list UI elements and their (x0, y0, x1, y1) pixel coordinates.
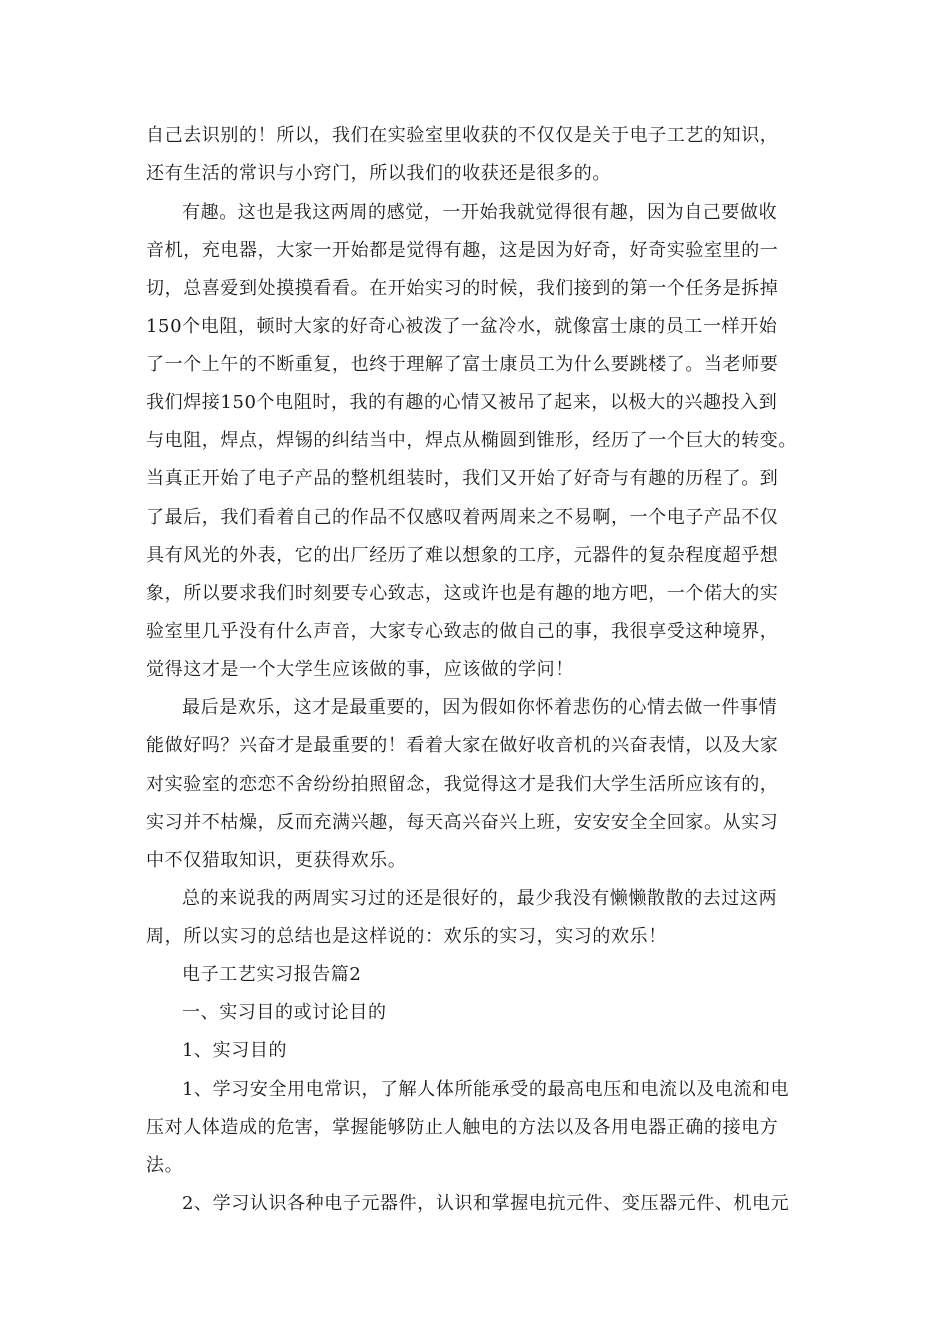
paragraph-start-line: 有趣。这也是我这两周的感觉，一开始我就觉得很有趣，因为自己要做收 (182, 202, 778, 223)
text-line: 周，所以实习的总结也是这样说的：欢乐的实习，实习的欢乐！ (146, 926, 667, 947)
subheading: 1、实习目的 (182, 1040, 288, 1061)
text-line: 了最后，我们看着自己的作品不仅感叹着两周来之不易啊，一个电子产品不仅 (146, 507, 779, 528)
text-line: 还有生活的常识与小窍门，所以我们的收获还是很多的。 (146, 163, 611, 184)
text-line: 具有风光的外表，它的出厂经历了难以想象的工序，元器件的复杂程度超乎想 (146, 545, 779, 566)
text-line: 验室里几乎没有什么声音，大家专心致志的做自己的事，我很享受这种境界， (146, 621, 779, 642)
text-line: 与电阻，焊点，焊锡的纠结当中，焊点从椭圆到锥形，经历了一个巨大的转变。 (146, 430, 797, 451)
text-line: 音机，充电器，大家一开始都是觉得有趣，这是因为好奇，好奇实验室里的一 (146, 240, 779, 261)
text-line: 我们焊接150个电阻时，我的有趣的心情又被吊了起来，以极大的兴趣投入到 (146, 392, 778, 413)
text-line: 压对人体造成的危害，掌握能够防止人触电的方法以及各用电器正确的接电方 (146, 1117, 779, 1138)
text-line: 中不仅猎取知识，更获得欢乐。 (146, 850, 407, 871)
section-heading: 电子工艺实习报告篇2 (182, 964, 362, 985)
paragraph-start-line: 1、学习安全用电常识，了解人体所能承受的最高电压和电流以及电流和电 (182, 1079, 790, 1100)
text-line: 了一个上午的不断重复，也终于理解了富士康员工为什么要跳楼了。当老师要 (146, 354, 779, 375)
paragraph-start-line: 最后是欢乐，这才是最重要的，因为假如你怀着悲伤的心情去做一件事情 (182, 697, 778, 718)
text-line: 觉得这才是一个大学生应该做的事，应该做的学问！ (146, 659, 574, 680)
text-line: 当真正开始了电子产品的整机组装时，我们又开始了好奇与有趣的历程了。到 (146, 468, 779, 489)
text-line: 对实验室的恋恋不舍纷纷拍照留念，我觉得这才是我们大学生活所应该有的， (146, 774, 779, 795)
text-line: 实习并不枯燥，反而充满兴趣，每天高兴奋兴上班，安安安全全回家。从实习 (146, 812, 779, 833)
paragraph-start-line: 2、学习认识各种电子元器件，认识和掌握电抗元件、变压器元件、机电元 (182, 1193, 790, 1214)
text-line: 象，所以要求我们时刻要专心致志，这或许也是有趣的地方吧，一个偌大的实 (146, 583, 779, 604)
text-line: 切，总喜爱到处摸摸看看。在开始实习的时候，我们接到的第一个任务是拆掉 (146, 278, 779, 299)
text-line: 自己去识别的！所以，我们在实验室里收获的不仅仅是关于电子工艺的知识， (146, 125, 779, 146)
text-line: 法。 (146, 1155, 184, 1176)
text-line: 150个电阻，顿时大家的好奇心被泼了一盆冷水，就像富士康的员工一样开始 (146, 316, 778, 337)
subheading: 一、实习目的或讨论目的 (182, 1002, 387, 1023)
text-line: 能做好吗？兴奋才是最重要的！看着大家在做好收音机的兴奋表情，以及大家 (146, 735, 779, 756)
paragraph-start-line: 总的来说我的两周实习过的还是很好的，最少我没有懒懒散散的去过这两 (182, 888, 778, 909)
